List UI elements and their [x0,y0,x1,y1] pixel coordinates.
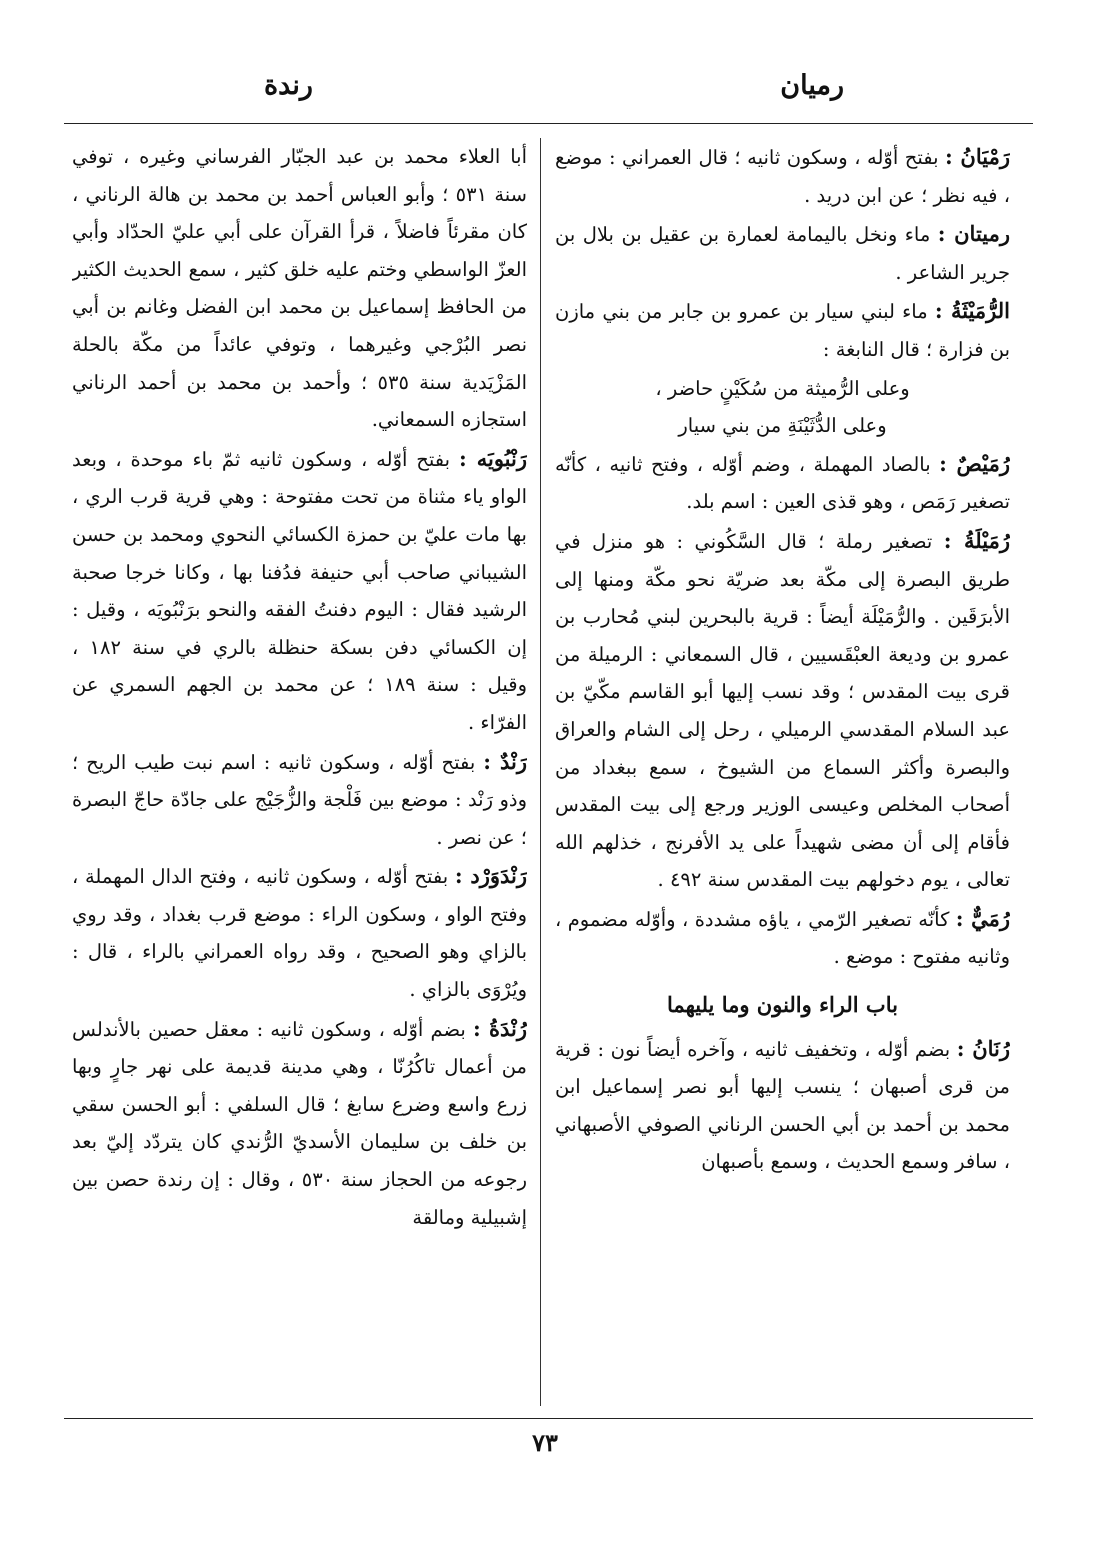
headword: رَنْبُويَه : [458,445,527,471]
entry-rumaytha [555,292,1010,368]
entry-continuation [72,138,527,439]
headword: رُنْدَةُ : [472,1015,527,1041]
entry-rumyan [555,138,1010,214]
headword: رُمَيْصٌ : [939,450,1010,476]
poem-verse-2: وعلى الدُّثَيْنَةِ من بني سيار [678,414,887,438]
entry-rand [72,743,527,857]
poem-verse-1: وعلى الرُّميثة من سُكَيْنٍ حاضر ، [655,376,910,400]
header-rule [64,123,1033,124]
headword: رَنْدٌ : [483,748,527,774]
entry-text: كأنّه تصغير الرّمي ، ياؤه مشددة ، وأوّله مضموم ، وثانيه مفتوح : موضع . [555,907,1010,969]
headword: رميتان : [937,221,1010,247]
entry-rumays [555,445,1010,521]
entry-text: بضم أوّله ، وتخفيف ثانيه ، وآخره أيضاً نون : قرية من قرى أصبهان ؛ ينسب إليها أبو نصر إسماعيل ابن محمد بن أحمد بن أبي الحسن الرناني الصوفي الأصبهاني ، سافر وسمع الحديث ، وسمع بأصبهان [555,1037,1010,1174]
entry-text: بالصاد المهملة ، وضم أوّله ، وفتح ثانيه ، كأنّه تصغير رَمَص ، وهو قذى العين : اسم بلد. [555,452,1010,514]
headword: رَنْدَوَرْد : [454,863,527,889]
entry-text: بفتح أوّله ، وسكون ثانيه ؛ قال العمراني : موضع ، فيه نظر ؛ عن ابن دريد . [555,146,1010,207]
headword: الرُّمَيْثَةُ : [934,298,1010,324]
entry-randaward [72,857,527,1008]
entry-runan [555,1030,1010,1181]
column-divider [540,138,541,1406]
headword: رُمَيٌّ : [955,905,1010,931]
entry-text: تصغير رملة ؛ قال السَّكُوني : هو منزل في طريق البصرة إلى مكّة بعد ضريّة نحو مكّة ومنها إلى الأبرَقَين . والرُّمَيْلَة أيضاً : قرية بالبحرين لبني مُحارب بن عمرو بن وديعة العبْقَسيين ، قال السمعاني : الرميلة من قرى بيت المقدس ؛ وقد نسب إليها أبو القاسم مكّيّ بن عبد السلام المقدسي الرميلي ، رحل إلى الشام والعراق والبصرة وأكثر السماع من الشيوخ ، سمع ببغداد من أصحاب المخلص وعيسى الوزير ورجع إلى بيت المقدس فأقام إلى أن مضى شهيداً على يد الأفرنج ، خذلهم الله تعالى ، يوم دخولهم بيت المقدس سنة ٤٩٢ . [555,529,1010,892]
running-head-left: رندة [264,70,313,101]
entry-text: بفتح أوّله ، وسكون ثانيه : اسم نبت طيب الريح ؛ وذو رَنْد : موضع بين فَلْجة والزُّجَيْج على جادّة حاجّ البصرة ؛ عن نصر . [72,750,527,849]
entry-ranbuwayh [72,440,527,742]
entry-text: بفتح أوّله ، وسكون ثانيه ، وفتح الدال المهملة ، وفتح الواو ، وسكون الراء : موضع قرب بغداد ، وقد روي بالزاي وهو الصحيح ، وقد رواه العمراني بالراء ، قال : ويُرْوَى بالزاي . [72,865,527,1002]
entry-rumayla [555,522,1010,899]
entry-rumayy [555,900,1010,976]
left-column [72,138,527,1410]
headword: رُنَانُ : [956,1035,1010,1061]
entry-rumaytan [555,215,1010,291]
entry-text: بفتح أوّله ، وسكون ثانيه ثمّ باء موحدة ، وبعد الواو ياء مثناة من تحت مفتوحة : وهي قرية قرب الري ، بها مات عليّ بن حمزة الكسائي النحوي ومحمد بن حسن الشيباني صاحب أبي حنيفة فدُفنا بها ، وكانا خرجا صحبة الرشيد فقال : اليوم دفنتُ الفقه والنحو برَنْبُويَه ، وقيل : إن الكسائي دفن بسكة حنظلة بالري في سنة ١٨٢ ، وقيل : سنة ١٨٩ ؛ عن محمد بن الجهم السمري عن الفرّاء . [72,447,527,734]
entry-text: أبا العلاء محمد بن عبد الجبّار الفرساني وغيره ، توفي سنة ٥٣١ ؛ وأبو العباس أحمد بن محمد بن هالة الرناني ، كان مقرئاً فاضلاً ، قرأ القرآن على أبي عليّ الحدّاد وأبي العزّ الواسطي وختم عليه خلق كثير ، سمع الحديث الكثير من الحافظ إسماعيل بن محمد ابن الفضل وغانم بن أبي نصر البُرْجي وغيرهما ، وتوفي عائداً من مكّة بالحلة المَزْيَدية سنة ٥٣٥ ؛ وأحمد بن محمد بن أحمد الرناني استجازه السمعاني. [72,145,527,432]
section-heading: باب الراء والنون وما يليهما [667,992,898,1018]
entry-runda [72,1010,527,1237]
headword: رَمْيَانُ : [945,144,1010,169]
entry-text: بضم أوّله ، وسكون ثانيه : معقل حصين بالأندلس من أعمال تاكُرُنّا ، وهي مدينة قديمة على نهر جارٍ وبها زرع واسع وضرع سابغ ؛ قال السلفي : أبو الحسن سقي بن خلف بن سليمان الأسديّ الرُّندي كان يتردّد إليّ بعد رجوعه من الحجاز سنة ٥٣٠ ، وقال : إن رندة حصن بين إشبيلية ومالقة [72,1017,527,1229]
running-head-right: رميان [780,70,844,101]
right-column [555,138,1010,1410]
page-header [64,70,1034,120]
page-number: ٧٣ [532,1428,558,1457]
footer-rule [64,1418,1033,1419]
entry-text: ماء ونخل باليمامة لعمارة بن عقيل بن بلال بن جرير الشاعر . [555,223,1010,284]
entry-text: ماء لبني سيار بن عمرو بن جابر من بني مازن بن فزارة ؛ قال النابغة : [555,300,1010,361]
headword: رُمَيْلَةُ : [943,527,1010,553]
